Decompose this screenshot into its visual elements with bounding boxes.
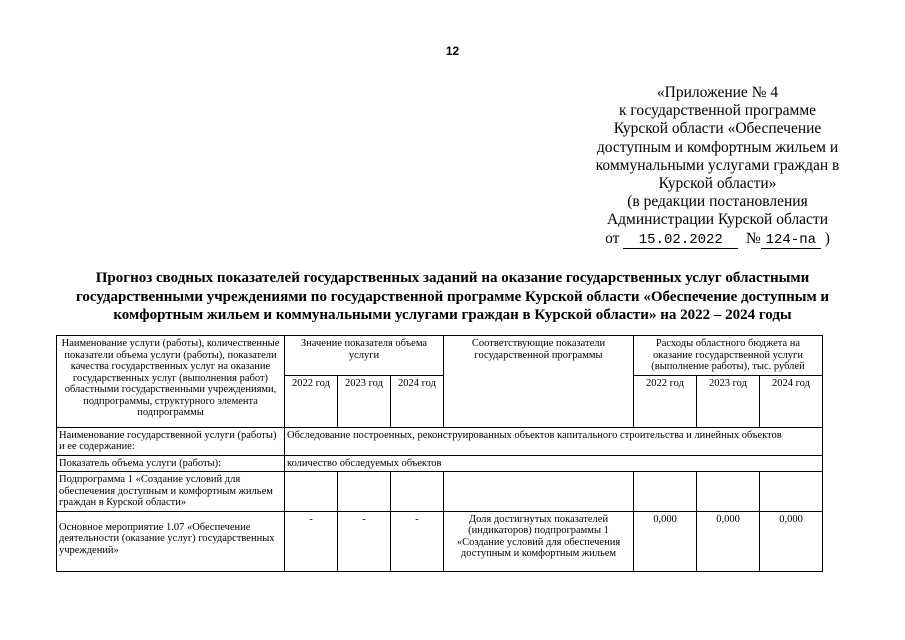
- header-indicators: Соответствующие показатели государственной программы: [444, 336, 634, 428]
- appendix-line: к государственной программе: [618, 102, 817, 120]
- appendix-line: Администрации Курской области: [606, 211, 829, 229]
- service-name-value: Обследование построенных, реконструированных объектов капитального строительства и линейных объектов: [285, 427, 823, 455]
- header-expenses-group: Расходы областного бюджета на оказание государственной услуги (выполнение работы), тыс. рублей: [634, 336, 823, 376]
- measure-volume: -: [338, 511, 391, 571]
- measure-volume: -: [391, 511, 444, 571]
- appendix-block: [585, 84, 850, 249]
- empty-cell: [391, 472, 444, 512]
- empty-cell: [760, 472, 823, 512]
- appendix-line: коммунальными услугами граждан в: [595, 156, 840, 174]
- measure-expense: 0,000: [634, 511, 697, 571]
- measure-expense: 0,000: [760, 511, 823, 571]
- appendix-line: Курской области «Обеспечение: [613, 120, 822, 138]
- expense-year: 2022 год: [634, 375, 697, 427]
- measure-name: Основное мероприятие 1.07 «Обеспечение деятельности (оказание услуг) государственных учреждений»: [57, 511, 285, 571]
- decree-number: 124-па: [761, 232, 821, 249]
- empty-cell: [634, 472, 697, 512]
- empty-cell: [444, 472, 634, 512]
- subprogram-row: [57, 472, 823, 512]
- appendix-line: (в редакции постановления: [627, 193, 808, 211]
- page-number: 12: [445, 44, 460, 58]
- service-name-row: [57, 427, 823, 455]
- number-label: №: [746, 229, 761, 247]
- signature-line: [585, 230, 850, 249]
- volume-indicator-label: Показатель объема услуги (работы):: [57, 455, 285, 472]
- closing-paren: ): [824, 229, 830, 247]
- empty-cell: [285, 472, 338, 512]
- empty-cell: [697, 472, 760, 512]
- volume-indicator-row: [57, 455, 823, 472]
- measure-row: [57, 511, 823, 571]
- header-service-column: Наименование услуги (работы), количественные показатели объема услуги (работы), показатели качества государственных услуг на оказание государственных услуг (выполнения работ) областными государственными учреждениями, подпрограммы, структурного элемента подпрограммы: [57, 336, 285, 428]
- from-label: от: [605, 229, 620, 247]
- service-name-label: Наименование государственной услуги (работы) и ее содержание:: [57, 427, 285, 455]
- empty-cell: [338, 472, 391, 512]
- subprogram-name: Подпрограмма 1 «Создание условий для обеспечения доступным и комфортным жильем граждан в Курской области»: [57, 472, 285, 512]
- volume-year: 2022 год: [285, 375, 338, 427]
- document-title: Прогноз сводных показателей государственных заданий на оказание государственных услуг областными государственными учреждениями по государственной программе Курской области «Обеспечение доступным и комфортным жильем и коммунальными услугами граждан в Курской области» на 2022 – 2024 годы: [75, 270, 830, 323]
- appendix-line: «Приложение № 4: [656, 84, 779, 101]
- expense-year: 2024 год: [760, 375, 823, 427]
- expense-year: 2023 год: [697, 375, 760, 427]
- appendix-line: Курской области»: [658, 175, 777, 193]
- volume-year: 2024 год: [391, 375, 444, 427]
- header-volume-group: Значение показателя объема услуги: [285, 336, 444, 376]
- volume-year: 2023 год: [338, 375, 391, 427]
- forecast-table: [56, 335, 823, 572]
- decree-date: 15.02.2022: [623, 232, 738, 249]
- appendix-line: доступным и комфортным жильем и: [596, 138, 839, 156]
- measure-volume: -: [285, 511, 338, 571]
- header-row: [57, 336, 823, 376]
- measure-expense: 0,000: [697, 511, 760, 571]
- volume-indicator-value: количество обследуемых объектов: [285, 455, 823, 472]
- measure-indicator: Доля достигнутых показателей (индикаторов) подпрограммы 1 «Создание условий для обеспечения доступным и комфортным жильем: [444, 511, 634, 571]
